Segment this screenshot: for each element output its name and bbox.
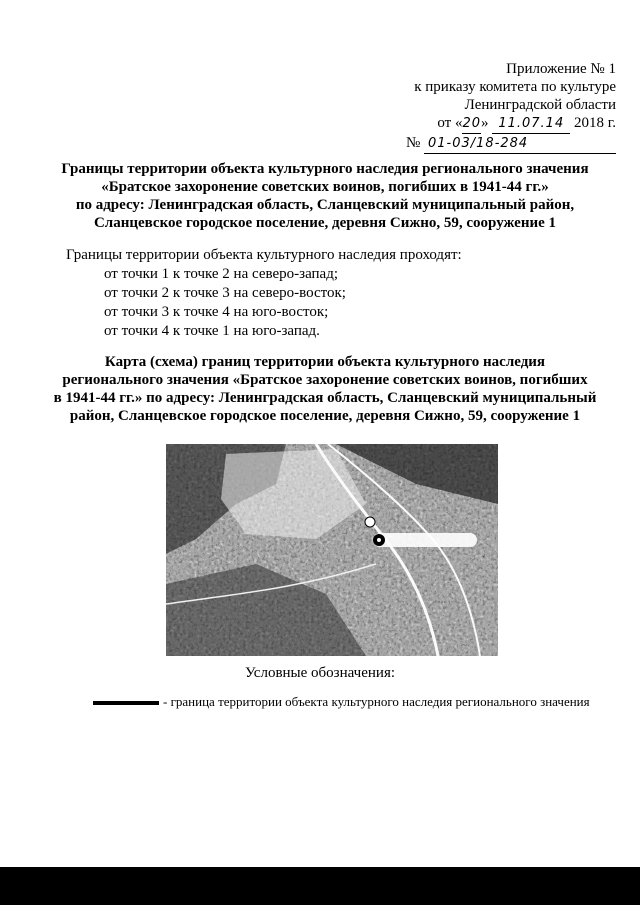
boundary-point: от точки 4 к точке 1 на юго-запад.	[104, 323, 320, 339]
annex-title: Приложение № 1	[506, 61, 616, 77]
boundaries-heading	[40, 160, 610, 232]
boundary-line-symbol	[93, 701, 159, 705]
heading-line: Карта (схема) границ территории объекта культурного наследия	[104, 354, 546, 370]
number-prefix: №	[405, 135, 421, 151]
map-heading	[40, 353, 610, 425]
heading-line: по адресу: Ленинградская область, Сланцевский муниципальный район,	[75, 197, 575, 213]
legend-item	[93, 694, 590, 710]
annex-date-line	[376, 114, 616, 134]
legend-item-label: - граница территории объекта культурного наследия регионального значения	[163, 694, 590, 709]
annex-region-line: Ленинградской области	[464, 97, 616, 113]
heading-line: в 1941-44 гг.» по адресу: Ленинградская область, Сланцевский муниципальный	[53, 390, 597, 406]
boundary-description	[66, 246, 462, 341]
boundary-point: от точки 2 к точке 3 на северо-восток;	[104, 285, 346, 301]
date-year: 2018 г.	[574, 115, 616, 131]
heading-line: Границы территории объекта культурного наследия регионального значения	[61, 161, 589, 177]
heading-line: «Братское захоронение советских воинов, погибших в 1941-44 гг.»	[101, 179, 549, 195]
description-lead: Границы территории объекта культурного наследия проходят:	[66, 247, 462, 263]
date-mid: »	[481, 115, 489, 131]
satellite-map-image	[166, 444, 498, 656]
annex-number-line	[376, 134, 616, 154]
heading-line: Сланцевское городское поселение, деревня Сижно, 59, сооружение 1	[93, 215, 557, 231]
map-graphic	[166, 444, 498, 656]
legend-title: Условные обозначения:	[244, 665, 396, 681]
heading-line: регионального значения «Братское захоронение советских воинов, погибших	[62, 372, 588, 388]
scan-edge-bar	[0, 867, 640, 905]
annex-block	[376, 60, 616, 154]
number-value: 01-03/18-284	[424, 135, 616, 154]
boundary-point: от точки 3 к точке 4 на юго-восток;	[104, 304, 329, 320]
date-prefix: от «	[437, 115, 463, 131]
boundary-point: от точки 1 к точке 2 на северо-запад;	[104, 266, 339, 282]
date-month: 11.07.14	[492, 115, 570, 134]
heading-line: район, Сланцевское городское поселение, деревня Сижно, 59, сооружение 1	[69, 408, 581, 424]
date-day: 20	[462, 115, 481, 134]
annex-order-line: к приказу комитета по культуре	[414, 79, 616, 95]
